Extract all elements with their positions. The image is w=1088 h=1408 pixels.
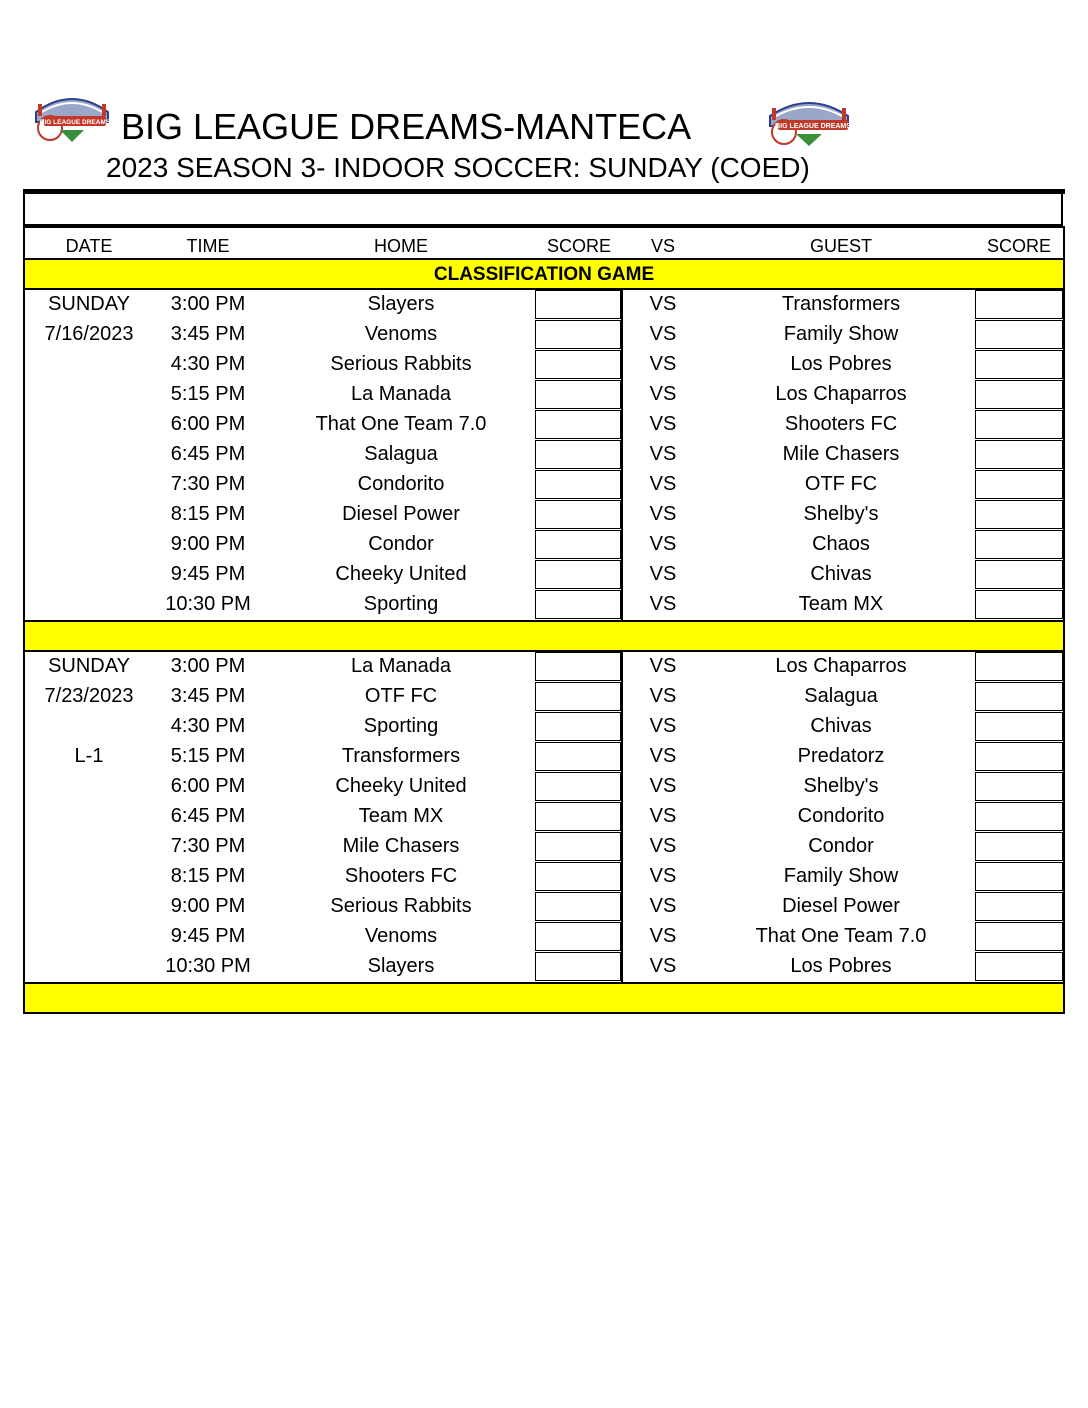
home-score-box[interactable]: [535, 772, 621, 801]
vs-cell: VS: [649, 293, 677, 315]
guest-score-box[interactable]: [975, 742, 1063, 771]
guest-team-cell: Team MX: [798, 593, 884, 615]
guest-team-cell: Los Chaparros: [775, 655, 907, 677]
home-team-cell: Shooters FC: [344, 865, 458, 887]
page-title: BIG LEAGUE DREAMS-MANTECA: [121, 106, 692, 147]
col-guest-score: SCORE: [986, 236, 1052, 256]
game-row: [25, 802, 1063, 832]
game-row: [25, 772, 1063, 802]
vs-cell: VS: [649, 895, 677, 917]
home-team-cell: Venoms: [364, 925, 438, 947]
vs-cell: VS: [649, 715, 677, 737]
guest-team-cell: Shelby's: [803, 503, 879, 525]
home-team-cell: Salagua: [364, 443, 438, 465]
home-team-cell: Slayers: [367, 955, 435, 977]
guest-team-cell: That One Team 7.0: [755, 925, 927, 947]
big-league-dreams-logo: [30, 82, 114, 146]
vs-cell: VS: [649, 775, 677, 797]
time-cell: 3:00 PM: [170, 655, 246, 677]
home-score-box[interactable]: [535, 380, 621, 409]
time-cell: 6:00 PM: [170, 775, 246, 797]
guest-score-box[interactable]: [975, 892, 1063, 921]
vs-cell: VS: [649, 563, 677, 585]
guest-team-cell: Family Show: [783, 323, 899, 345]
guest-team-cell: OTF FC: [804, 473, 878, 495]
guest-team-cell: Family Show: [783, 865, 899, 887]
guest-score-box[interactable]: [975, 712, 1063, 741]
time-cell: 5:15 PM: [170, 383, 246, 405]
home-team-cell: Serious Rabbits: [330, 895, 472, 917]
guest-team-cell: Shooters FC: [784, 413, 898, 435]
guest-team-cell: Chaos: [812, 533, 870, 555]
game-row: [25, 530, 1063, 560]
classification-banner: [25, 258, 1063, 288]
home-score-box[interactable]: [535, 952, 621, 981]
time-cell: 8:15 PM: [170, 865, 246, 887]
home-score-box[interactable]: [535, 290, 621, 319]
week-separator-bar: [25, 982, 1063, 1012]
vs-cell: VS: [649, 323, 677, 345]
game-row: [25, 290, 1063, 320]
game-row: [25, 410, 1063, 440]
home-team-cell: Mile Chasers: [342, 835, 460, 857]
vs-cell: VS: [649, 745, 677, 767]
guest-score-box[interactable]: [975, 832, 1063, 861]
game-row: [25, 320, 1063, 350]
week-block: [25, 650, 1063, 982]
home-score-box[interactable]: [535, 742, 621, 771]
guest-team-cell: Transformers: [781, 293, 901, 315]
guest-team-cell: Salagua: [804, 685, 878, 707]
guest-score-box[interactable]: [975, 440, 1063, 469]
guest-score-box[interactable]: [975, 410, 1063, 439]
date-cell: L-1: [74, 745, 104, 767]
time-cell: 7:30 PM: [170, 473, 246, 495]
date-cell: 7/16/2023: [44, 323, 134, 345]
game-row: [25, 952, 1063, 982]
home-team-cell: Venoms: [364, 323, 438, 345]
vs-cell: VS: [649, 413, 677, 435]
home-score-box[interactable]: [535, 530, 621, 559]
guest-score-box[interactable]: [975, 590, 1063, 619]
home-score-box[interactable]: [535, 500, 621, 529]
time-cell: 6:45 PM: [170, 443, 246, 465]
col-vs: VS: [650, 236, 676, 256]
home-score-box[interactable]: [535, 892, 621, 921]
guest-team-cell: Predatorz: [797, 745, 885, 767]
page-subtitle: 2023 SEASON 3- INDOOR SOCCER: SUNDAY (COED): [106, 152, 810, 183]
home-team-cell: Team MX: [358, 805, 444, 827]
vs-cell: VS: [649, 955, 677, 977]
home-team-cell: That One Team 7.0: [315, 413, 487, 435]
home-team-cell: Cheeky United: [335, 775, 467, 797]
time-cell: 5:15 PM: [170, 745, 246, 767]
vs-cell: VS: [649, 353, 677, 375]
game-row: [25, 892, 1063, 922]
guest-team-cell: Mile Chasers: [782, 443, 900, 465]
time-cell: 10:30 PM: [165, 955, 251, 977]
time-cell: 8:15 PM: [170, 503, 246, 525]
game-row: [25, 470, 1063, 500]
game-row: [25, 682, 1063, 712]
col-guest: GUEST: [809, 236, 873, 256]
home-team-cell: OTF FC: [364, 685, 438, 707]
time-cell: 4:30 PM: [170, 715, 246, 737]
guest-team-cell: Condorito: [797, 805, 885, 827]
home-team-cell: Condor: [368, 533, 434, 555]
vs-cell: VS: [649, 685, 677, 707]
home-score-box[interactable]: [535, 682, 621, 711]
schedule-table: [23, 226, 1065, 1014]
home-team-cell: Transformers: [341, 745, 461, 767]
guest-team-cell: Chivas: [810, 715, 872, 737]
guest-score-box[interactable]: [975, 652, 1063, 681]
guest-score-box[interactable]: [975, 380, 1063, 409]
guest-team-cell: Diesel Power: [782, 895, 900, 917]
home-score-box[interactable]: [535, 440, 621, 469]
home-score-box[interactable]: [535, 922, 621, 951]
home-score-box[interactable]: [535, 712, 621, 741]
time-cell: 4:30 PM: [170, 353, 246, 375]
guest-team-cell: Los Chaparros: [775, 383, 907, 405]
home-team-cell: Cheeky United: [335, 563, 467, 585]
logo-text: BIG LEAGUE DREAMS: [39, 119, 111, 126]
guest-team-cell: Los Pobres: [790, 955, 892, 977]
week-block: [25, 288, 1063, 620]
vs-cell: VS: [649, 835, 677, 857]
vs-cell: VS: [649, 805, 677, 827]
guest-score-box[interactable]: [975, 922, 1063, 951]
time-cell: 6:45 PM: [170, 805, 246, 827]
guest-score-box[interactable]: [975, 290, 1063, 319]
game-row: [25, 742, 1063, 772]
home-team-cell: Sporting: [363, 715, 439, 737]
time-cell: 10:30 PM: [165, 593, 251, 615]
vs-cell: VS: [649, 655, 677, 677]
vs-cell: VS: [649, 473, 677, 495]
date-cell: SUNDAY: [48, 293, 130, 315]
home-score-box[interactable]: [535, 802, 621, 831]
guest-score-box[interactable]: [975, 952, 1063, 981]
vs-cell: VS: [649, 925, 677, 947]
home-score-box[interactable]: [535, 652, 621, 681]
column-header-row: [25, 226, 1063, 258]
time-cell: 9:45 PM: [170, 563, 246, 585]
guest-team-cell: Shelby's: [803, 775, 879, 797]
home-team-cell: La Manada: [350, 383, 452, 405]
guest-team-cell: Condor: [808, 835, 874, 857]
classification-label: CLASSIFICATION GAME: [433, 264, 655, 285]
game-row: [25, 652, 1063, 682]
time-cell: 9:00 PM: [170, 533, 246, 555]
home-score-box[interactable]: [535, 320, 621, 349]
big-league-dreams-logo: [762, 86, 856, 150]
game-row: [25, 712, 1063, 742]
game-row: [25, 380, 1063, 410]
game-row: [25, 350, 1063, 380]
vs-cell: VS: [649, 533, 677, 555]
home-score-box[interactable]: [535, 350, 621, 379]
game-row: [25, 862, 1063, 892]
guest-score-box[interactable]: [975, 470, 1063, 499]
home-score-box[interactable]: [535, 862, 621, 891]
logo-text: BIG LEAGUE DREAMS: [775, 123, 851, 130]
col-home-score: SCORE: [546, 236, 612, 256]
home-team-cell: La Manada: [350, 655, 452, 677]
game-row: [25, 440, 1063, 470]
time-cell: 9:45 PM: [170, 925, 246, 947]
vs-cell: VS: [649, 443, 677, 465]
vs-cell: VS: [649, 593, 677, 615]
vs-cell: VS: [649, 383, 677, 405]
guest-score-box[interactable]: [975, 862, 1063, 891]
home-team-cell: Condorito: [357, 473, 445, 495]
col-date: DATE: [65, 236, 113, 256]
game-row: [25, 832, 1063, 862]
guest-score-box[interactable]: [975, 772, 1063, 801]
week-separator-bar: [25, 620, 1063, 650]
col-home: HOME: [374, 236, 428, 256]
col-time: TIME: [186, 236, 230, 256]
game-row: [25, 500, 1063, 530]
home-score-box[interactable]: [535, 832, 621, 861]
guest-score-box[interactable]: [975, 802, 1063, 831]
date-cell: 7/23/2023: [44, 685, 134, 707]
home-score-box[interactable]: [535, 410, 621, 439]
guest-score-box[interactable]: [975, 560, 1063, 589]
game-row: [25, 590, 1063, 620]
date-cell: SUNDAY: [48, 655, 130, 677]
guest-score-box[interactable]: [975, 350, 1063, 379]
vs-cell: VS: [649, 503, 677, 525]
guest-team-cell: Chivas: [810, 563, 872, 585]
guest-team-cell: Los Pobres: [790, 353, 892, 375]
home-score-box[interactable]: [535, 470, 621, 499]
home-team-cell: Diesel Power: [342, 503, 460, 525]
time-cell: 3:45 PM: [170, 323, 246, 345]
guest-score-box[interactable]: [975, 320, 1063, 349]
time-cell: 9:00 PM: [170, 895, 246, 917]
game-row: [25, 560, 1063, 590]
home-team-cell: Slayers: [367, 293, 435, 315]
home-score-box[interactable]: [535, 560, 621, 589]
time-cell: 7:30 PM: [170, 835, 246, 857]
home-score-box[interactable]: [535, 590, 621, 619]
guest-score-box[interactable]: [975, 500, 1063, 529]
vs-cell: VS: [649, 865, 677, 887]
guest-score-box[interactable]: [975, 682, 1063, 711]
time-cell: 3:45 PM: [170, 685, 246, 707]
home-team-cell: Serious Rabbits: [330, 353, 472, 375]
home-team-cell: Sporting: [363, 593, 439, 615]
time-cell: 6:00 PM: [170, 413, 246, 435]
time-cell: 3:00 PM: [170, 293, 246, 315]
game-row: [25, 922, 1063, 952]
guest-score-box[interactable]: [975, 530, 1063, 559]
blank-row: [23, 194, 1063, 226]
